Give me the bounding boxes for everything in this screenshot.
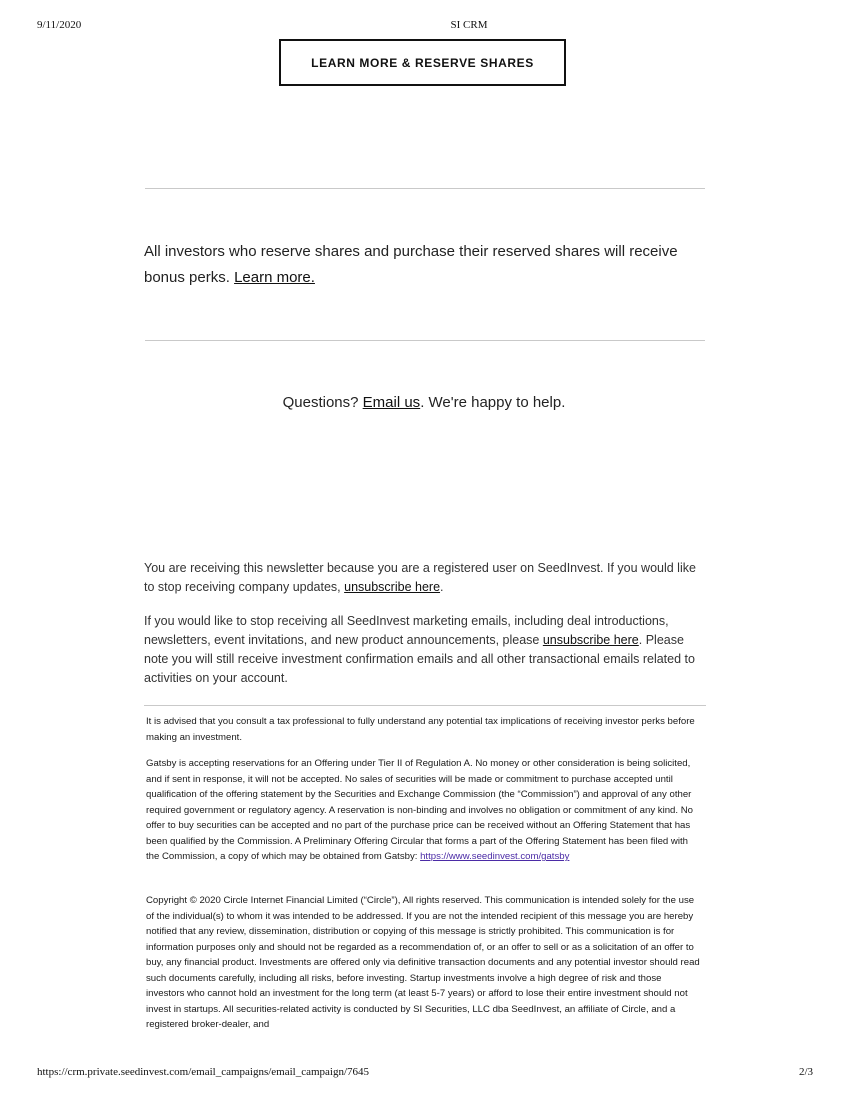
print-header [0,19,850,33]
copyright-text: Copyright © 2020 Circle Internet Financial Limited (“Circle”), All rights reserved. This communication is intended solely for the use of the individual(s) to whom it was intended to be addressed. If you are not the intended recipient of this message you are hereby notified that any review, dissemination, distribution or copying of this message is strictly prohibited. This communication is for information purposes only and should not be regarded as a recommendation of, or an offer to sell or as a solicitation of an offer to buy, any financial product. Investments are offered only via definitive transaction documents and any potential investor should read such documents carefully, including all risks, before investing. Startup investments involve a high degree of risk and those investors who cannot hold an investment for the long term (at least 5-7 years) or afford to lose their entire investment should not invest in startups. All securities-related activity is conducted by SI Securities, LLC dba SeedInvest, an affiliate of Circle, and a registered broker-dealer, and [146,895,700,1030]
divider [145,340,705,341]
gatsby-offering-link[interactable]: https://www.seedinvest.com/gatsby [420,851,570,862]
marketing-text: If you would like to stop receiving all SeedInvest marketing emails, including deal introductions, newsletters, event invitations, and new product announcements, please [144,614,669,647]
email-us-link[interactable]: Email us [362,394,421,411]
questions-prefix: Questions? [282,394,363,411]
marketing-unsubscribe-notice [144,612,704,688]
regulation-disclaimer [146,756,702,865]
notice-text: You are receiving this newsletter because you are a registered user on SeedInvest. If you would like to stop receiving company updates, [144,561,696,594]
print-date: 9/11/2020 [37,19,82,31]
copyright-disclaimer [146,893,702,1033]
divider [144,705,706,706]
unsubscribe-company-link[interactable]: unsubscribe here [344,580,441,594]
learn-more-link[interactable]: Learn more. [234,269,315,286]
perks-body: All investors who reserve shares and purchase their reserved shares will receive bonus perks. [144,243,678,286]
tax-disclaimer [146,714,702,745]
unsubscribe-all-link[interactable]: unsubscribe here [542,633,639,647]
print-url: https://crm.private.seedinvest.com/email_campaigns/email_campaign/7645 [37,1066,370,1078]
regulation-text: Gatsby is accepting reservations for an Offering under Tier II of Regulation A. No money or other consideration is being solicited, and if sent in response, it will not be accepted. No sales of securities will be made or commitment to purchase accepted until qualification of the offering statement by the Securities and Exchange Commission (the “Commission”) and approval of any other required government or regulatory agency. A reservation is non-binding and involves no obligation or commitment of any kind. No offer to buy securities can be accepted and no part of the purchase price can be received without an Offering Statement that has been qualified by the Commission. A Preliminary Offering Circular that forms a part of the Offering Statement has been filed with the Commission, a copy of which may be obtained from Gatsby: [146,758,693,862]
print-footer [0,1066,850,1080]
notice-end: . [440,580,444,594]
questions-suffix: . We're happy to help. [420,394,566,411]
questions-text [144,392,704,414]
marketing-end: . Please note you will still receive investment confirmation emails and all other transactional emails related to activities on your account. [144,633,695,685]
divider [145,188,705,189]
print-title: SI CRM [450,19,488,31]
tax-disclaimer-text: It is advised that you consult a tax professional to fully understand any potential tax implications of receiving investor perks before making an investment. [146,716,695,743]
page-number: 2/3 [798,1066,813,1078]
perks-text [144,239,704,291]
newsletter-notice [144,559,704,597]
learn-more-reserve-shares-button[interactable]: LEARN MORE & RESERVE SHARES [279,39,566,86]
